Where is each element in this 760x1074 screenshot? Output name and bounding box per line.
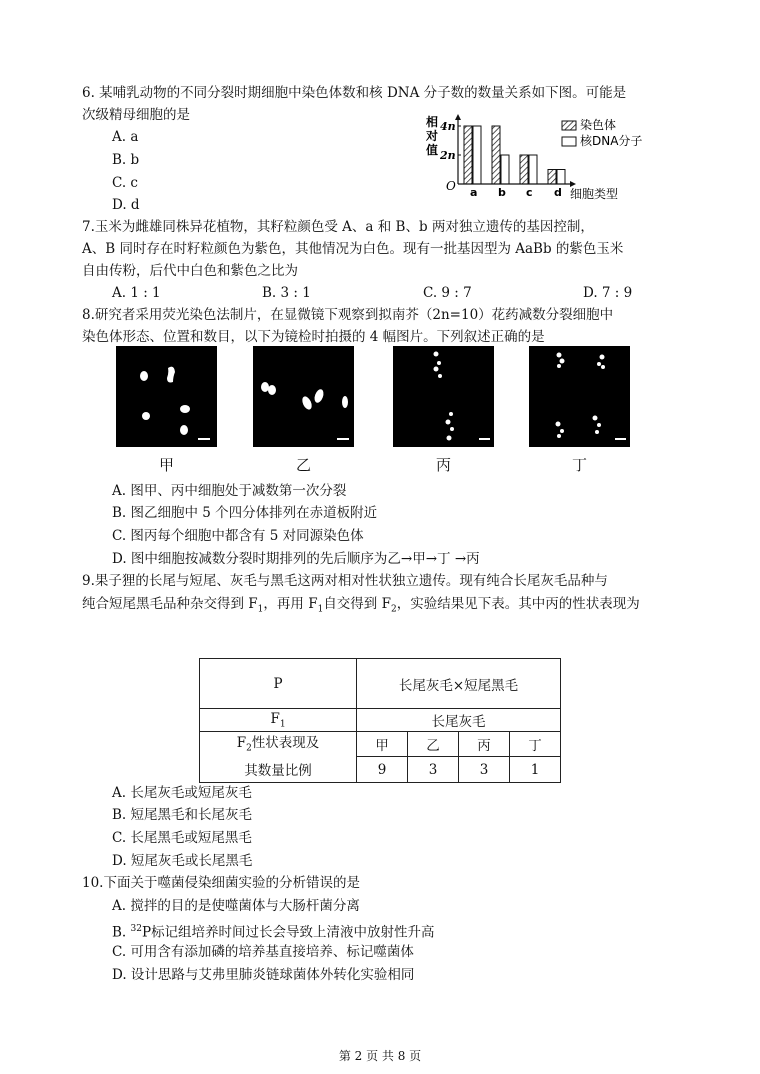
caption-jia: 甲 — [158, 456, 174, 474]
x-tick-label-a: a — [470, 186, 478, 199]
caption-yi: 乙 — [295, 456, 311, 474]
q7-option-c: C. 9 : 7 — [423, 285, 472, 301]
legend-swatch-chromosome — [562, 121, 576, 130]
table-header-bing: 丙 — [459, 732, 510, 757]
table-f2-label — [200, 732, 357, 783]
q9-option-a: A. 长尾灰毛或短尾灰毛 — [112, 785, 252, 801]
q6-option-d: D. d — [112, 197, 140, 213]
q10-option-b — [112, 920, 435, 942]
table-header-ding: 丁 — [510, 732, 561, 757]
table-f1-label — [200, 709, 357, 732]
q7-option-d: D. 7 : 9 — [583, 285, 633, 301]
bar-d-chromosome — [548, 170, 556, 185]
q8-stem-line1: 8.研究者采用荧光染色法制片，在显微镜下观察到拟南芥（2n=10）花药减数分裂细胞中 — [82, 307, 614, 323]
q7-option-b: B. 3 : 1 — [262, 285, 311, 301]
y-axis-label — [425, 114, 438, 157]
origin-label: O — [446, 179, 456, 193]
q6-option-c: C. c — [112, 175, 138, 191]
x-tick-label-b: b — [498, 186, 506, 199]
q9-option-b: B. 短尾黑毛和长尾灰毛 — [112, 807, 253, 823]
y-axis-label-char: 值 — [426, 143, 439, 157]
x-axis-label: 细胞类型 — [570, 187, 619, 201]
f1-label-text: F — [270, 710, 280, 727]
q10-option-a: A. 搅拌的目的是使噬菌体与大肠杆菌分离 — [112, 898, 360, 914]
q8-option-c: C. 图丙每个细胞中都含有 5 对同源染色体 — [112, 528, 364, 544]
q9-sub-f2: 2 — [390, 604, 397, 615]
q10-b-text: 标记组培养时间过长会导致上清液中放射性升高 — [151, 924, 435, 941]
q7-stem-line1: 7.玉米为雌雄同株异花植物，其籽粒颜色受 A、a 和 B、b 两对独立遗传的基因控制， — [82, 219, 594, 235]
x-tick-label-c: c — [526, 186, 533, 199]
caption-bing: 丙 — [435, 456, 451, 474]
q9-stem-part1: 纯合短尾黑毛品种杂交得到 F — [82, 596, 258, 612]
q9-stem-part2: ，再用 F — [263, 596, 318, 612]
q10-b-superscript: 32 — [130, 924, 142, 934]
q9-option-c: C. 长尾黑毛或短尾黑毛 — [112, 830, 252, 846]
q9-stem-part4: ，实验结果见下表。其中丙的性状表现为 — [396, 596, 640, 612]
q9-sub-f1-b: 1 — [317, 604, 324, 615]
f2-label-text-2: 其数量比例 — [244, 762, 312, 779]
q7-stem-line3: 自由传粉，后代中白色和紫色之比为 — [82, 263, 298, 279]
table-p-label: P — [200, 659, 357, 709]
micrograph-jia — [116, 346, 217, 447]
q6-stem-line1: 6. 某哺乳动物的不同分裂时期细胞中染色体数和核 DNA 分子数的数量关系如下图。可能是 — [82, 85, 627, 101]
f2-label-text-b: 性状表现及 — [251, 735, 320, 751]
micrograph-bing — [393, 346, 494, 447]
q6-stem-line2: 次级精母细胞的是 — [82, 107, 190, 123]
bar-a-dna — [473, 126, 481, 184]
micrograph-ding — [529, 346, 630, 447]
legend-label-chromosome: 染色体 — [580, 118, 617, 132]
q9-stem-line1: 9.果子狸的长尾与短尾、灰毛与黑毛这两对相对性状独立遗传。现有纯合长尾灰毛品种与 — [82, 573, 608, 589]
q10-option-d: D. 设计思路与艾弗里肺炎链球菌体外转化实验相同 — [112, 967, 415, 983]
q6-option-a: A. a — [112, 129, 139, 145]
y-axis-label-char: 对 — [426, 129, 439, 143]
q10-b-element: P — [141, 924, 152, 941]
table-ratio-ding: 1 — [510, 757, 561, 782]
q8-option-d: D. 图中细胞按减数分裂时期排列的先后顺序为乙→甲→丁 →丙 — [112, 551, 480, 567]
bar-b-dna — [501, 155, 509, 184]
table-header-jia: 甲 — [357, 732, 408, 757]
caption-ding: 丁 — [571, 456, 587, 474]
f1-label-sub: 1 — [279, 719, 286, 730]
q9-stem-part3: 自交得到 F — [323, 596, 391, 612]
q9-stem-line2 — [82, 595, 640, 619]
q8-option-a: A. 图甲、丙中细胞处于减数第一次分裂 — [112, 483, 347, 499]
q10-option-c: C. 可用含有添加磷的培养基直接培养、标记噬菌体 — [112, 944, 414, 960]
table-ratio-jia: 9 — [357, 757, 408, 782]
q10-b-letter: B. — [112, 924, 131, 941]
page-footer: 第 2 页 共 8 页 — [338, 1049, 422, 1063]
bar-c-chromosome — [520, 155, 528, 184]
y-axis-label-char: 相 — [426, 115, 439, 129]
y-axis-arrow — [455, 114, 461, 120]
bar-b-chromosome — [492, 126, 500, 184]
q6-bar-chart — [418, 112, 678, 204]
f2-label-text: F — [236, 735, 247, 751]
q9-results-table — [199, 658, 561, 783]
q6-option-b: B. b — [112, 152, 140, 168]
bar-c-dna — [529, 155, 537, 184]
q7-option-a: A. 1 : 1 — [112, 285, 161, 301]
table-ratio-yi: 3 — [408, 757, 459, 782]
table-f1-value: 长尾灰毛 — [357, 709, 561, 732]
q9-option-d: D. 短尾灰毛或长尾黑毛 — [112, 853, 253, 869]
y-tick-label: 2n — [440, 149, 456, 162]
q8-stem-line2: 染色体形态、位置和数目，以下为镜检时拍摄的 4 幅图片。下列叙述正确的是 — [82, 329, 545, 345]
q8-option-b: B. 图乙细胞中 5 个四分体排列在赤道板附近 — [112, 505, 378, 521]
x-tick-label-d: d — [554, 186, 562, 199]
f2-label-sub: 2 — [246, 743, 252, 754]
q9-sub-f1-a: 1 — [257, 604, 264, 615]
y-tick-label: 4n — [440, 120, 456, 133]
q7-stem-line2: A、B 同时存在时籽粒颜色为紫色，其他情况为白色。现有一批基因型为 AaBb 的紫色玉米 — [82, 241, 624, 257]
bar-a-chromosome — [464, 126, 472, 184]
q10-stem: 10.下面关于噬菌侵染细菌实验的分析错误的是 — [82, 875, 360, 891]
legend-label-dna: 核DNA分子 — [580, 134, 643, 148]
table-ratio-bing: 3 — [459, 757, 510, 782]
micrograph-yi — [253, 346, 354, 447]
table-p-value: 长尾灰毛×短尾黑毛 — [357, 659, 561, 709]
legend-swatch-dna — [562, 137, 576, 146]
bar-d-dna — [557, 170, 565, 185]
table-header-yi: 乙 — [408, 732, 459, 757]
